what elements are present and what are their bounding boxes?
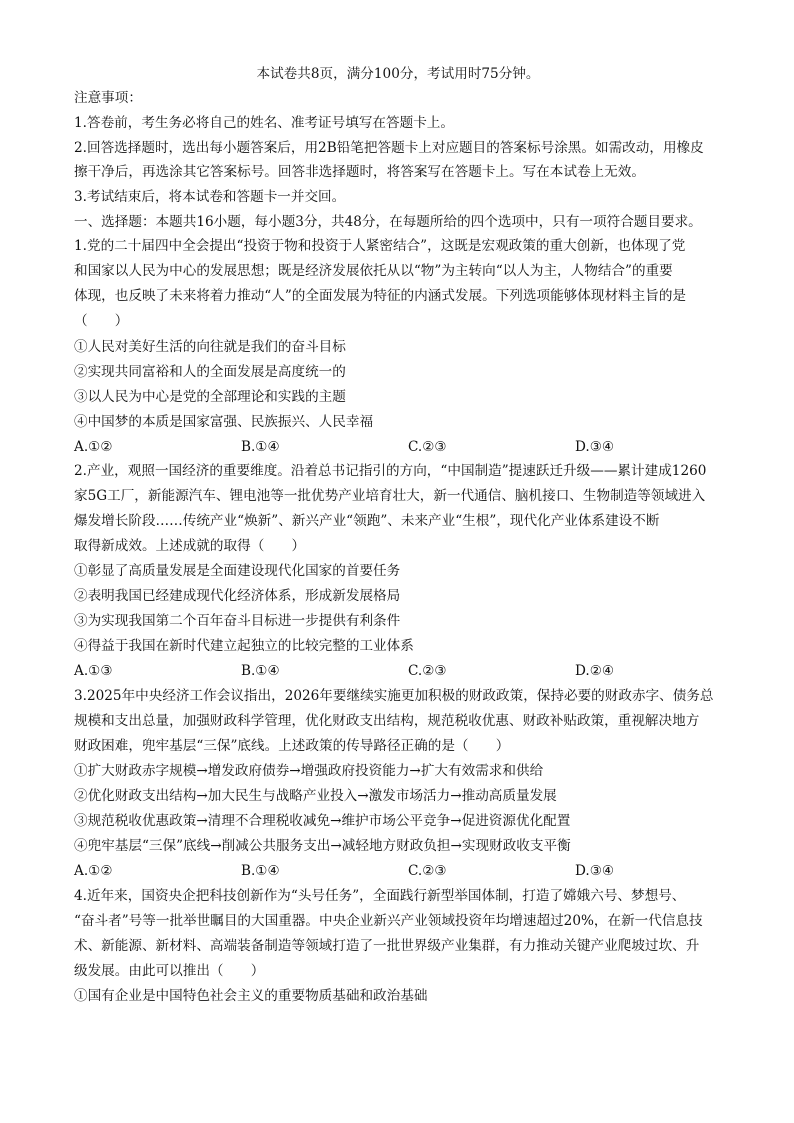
statement-item: ①扩大财政赤字规模→增发政府债券→增强政府投资能力→扩大有效需求和供给 <box>74 763 544 779</box>
option-c: C.②③ <box>408 439 447 455</box>
notice-item: 2.回答选择题时，选出每小题答案后，用2B铅笔把答题卡上对应题目的答案标号涂黑。如需改动，用橡皮 <box>74 140 704 156</box>
question-stem-line: 级发展。由此可以推出（ ） <box>74 963 265 979</box>
option-b: B.①④ <box>241 663 280 679</box>
statement-item: ③为实现我国第二个百年奋斗目标进一步提供有利条件 <box>74 613 401 629</box>
statement-item: ③以人民为中心是党的全部理论和实践的主题 <box>74 389 346 405</box>
option-c: C.②③ <box>408 863 447 879</box>
question-stem-line: 1.党的二十届四中全会提出“投资于物和投资于人紧密结合”，这既是宏观政策的重大创新，也体现了党 <box>74 238 686 254</box>
statement-item: ①人民对美好生活的向往就是我们的奋斗目标 <box>74 339 346 355</box>
statement-item: ②实现共同富裕和人的全面发展是高度统一的 <box>74 364 346 380</box>
answer-options <box>74 660 722 682</box>
question-stem-line: 3.2025年中央经济工作会议指出，2026年要继续实施更加积极的财政政策，保持必要的财政赤字、债务总 <box>74 688 714 704</box>
question-stem-line: 爆发增长阶段……传统产业“焕新”、新兴产业“领跑”、未来产业“生根”，现代化产业体系建设不断 <box>74 513 660 529</box>
statement-item: ④兜牢基层“三保”底线→削减公共服务支出→减轻地方财政负担→实现财政收支平衡 <box>74 838 571 854</box>
notice-title: 注意事项： <box>74 90 142 106</box>
statement-item: ②表明我国已经建成现代化经济体系，形成新发展格局 <box>74 588 401 604</box>
option-d: D.③④ <box>575 439 615 455</box>
question-stem-line: 家5G工厂，新能源汽车、锂电池等一批优势产业培育壮大，新一代通信、脑机接口、生物制造等领域进入 <box>74 488 706 504</box>
question-stem-line: 2.产业，观照一国经济的重要维度。沿着总书记指引的方向，“中国制造”提速跃迁升级——累计建成1260 <box>74 463 707 479</box>
answer-options <box>74 436 722 458</box>
question-stem-line: 术、新能源、新材料、高端装备制造等领域打造了一批世界级产业集群，有力推动关键产业爬坡过坎、升 <box>74 938 700 954</box>
statement-item: ②优化财政支出结构→加大民生与战略产业投入→激发市场活力→推动高质量发展 <box>74 788 557 804</box>
exam-header: 本试卷共8页，满分100分，考试用时75分钟。 <box>256 66 540 82</box>
option-a: A.①③ <box>74 663 113 679</box>
option-d: D.③④ <box>575 863 615 879</box>
answer-options <box>74 860 722 882</box>
question-stem-line: 体现，也反映了未来将着力推动“人”的全面发展为特征的内涵式发展。下列选项能够体现材料主旨的是 <box>74 288 687 304</box>
option-a: A.①② <box>74 439 113 455</box>
question-stem-line: “奋斗者”号等一批举世瞩目的大国重器。中央企业新兴产业领域投资年均增速超过20%，在新一代信息技 <box>74 913 703 929</box>
question-stem-line: 规模和支出总量，加强财政科学管理，优化财政支出结构，规范税收优惠、财政补贴政策，重视解决地方 <box>74 713 700 729</box>
statement-item: ①国有企业是中国特色社会主义的重要物质基础和政治基础 <box>74 988 428 1004</box>
option-d: D.②④ <box>575 663 615 679</box>
notice-item: 3.考试结束后，将本试卷和答题卡一并交回。 <box>74 189 346 205</box>
question-stem-line: 4.近年来，国资央企把科技创新作为“头号任务”，全面践行新型举国体制，打造了嫦娥六号、梦想号、 <box>74 888 686 904</box>
statement-item: ④中国梦的本质是国家富强、民族振兴、人民幸福 <box>74 414 374 430</box>
question-stem-line: 取得新成效。上述成就的取得（ ） <box>74 538 306 554</box>
option-b: B.①④ <box>241 439 280 455</box>
section-heading: 一、选择题：本题共16小题，每小题3分，共48分，在每题所给的四个选项中，只有一项符合题目要求。 <box>74 214 702 230</box>
notice-item: 1.答卷前，考生务必将自己的姓名、准考证号填写在答题卡上。 <box>74 115 454 131</box>
statement-item: ④得益于我国在新时代建立起独立的比较完整的工业体系 <box>74 638 414 654</box>
statement-item: ③规范税收优惠政策→清理不合理税收减免→维护市场公平竞争→促进资源优化配置 <box>74 813 571 829</box>
option-b: B.①④ <box>241 863 280 879</box>
question-stem-line: （ ） <box>74 313 129 329</box>
notice-item: 擦干净后，再选涂其它答案标号。回答非选择题时，将答案写在答题卡上。写在本试卷上无效。 <box>74 164 645 180</box>
option-a: A.①② <box>74 863 113 879</box>
option-c: C.②③ <box>408 663 447 679</box>
question-stem-line: 财政困难，兜牢基层“三保”底线。上述政策的传导路径正确的是（ ） <box>74 738 510 754</box>
question-stem-line: 和国家以人民为中心的发展思想；既是经济发展依托从以“物”为主转向“以人为主，人物结合”的重要 <box>74 263 673 279</box>
statement-item: ①彰显了高质量发展是全面建设现代化国家的首要任务 <box>74 563 401 579</box>
